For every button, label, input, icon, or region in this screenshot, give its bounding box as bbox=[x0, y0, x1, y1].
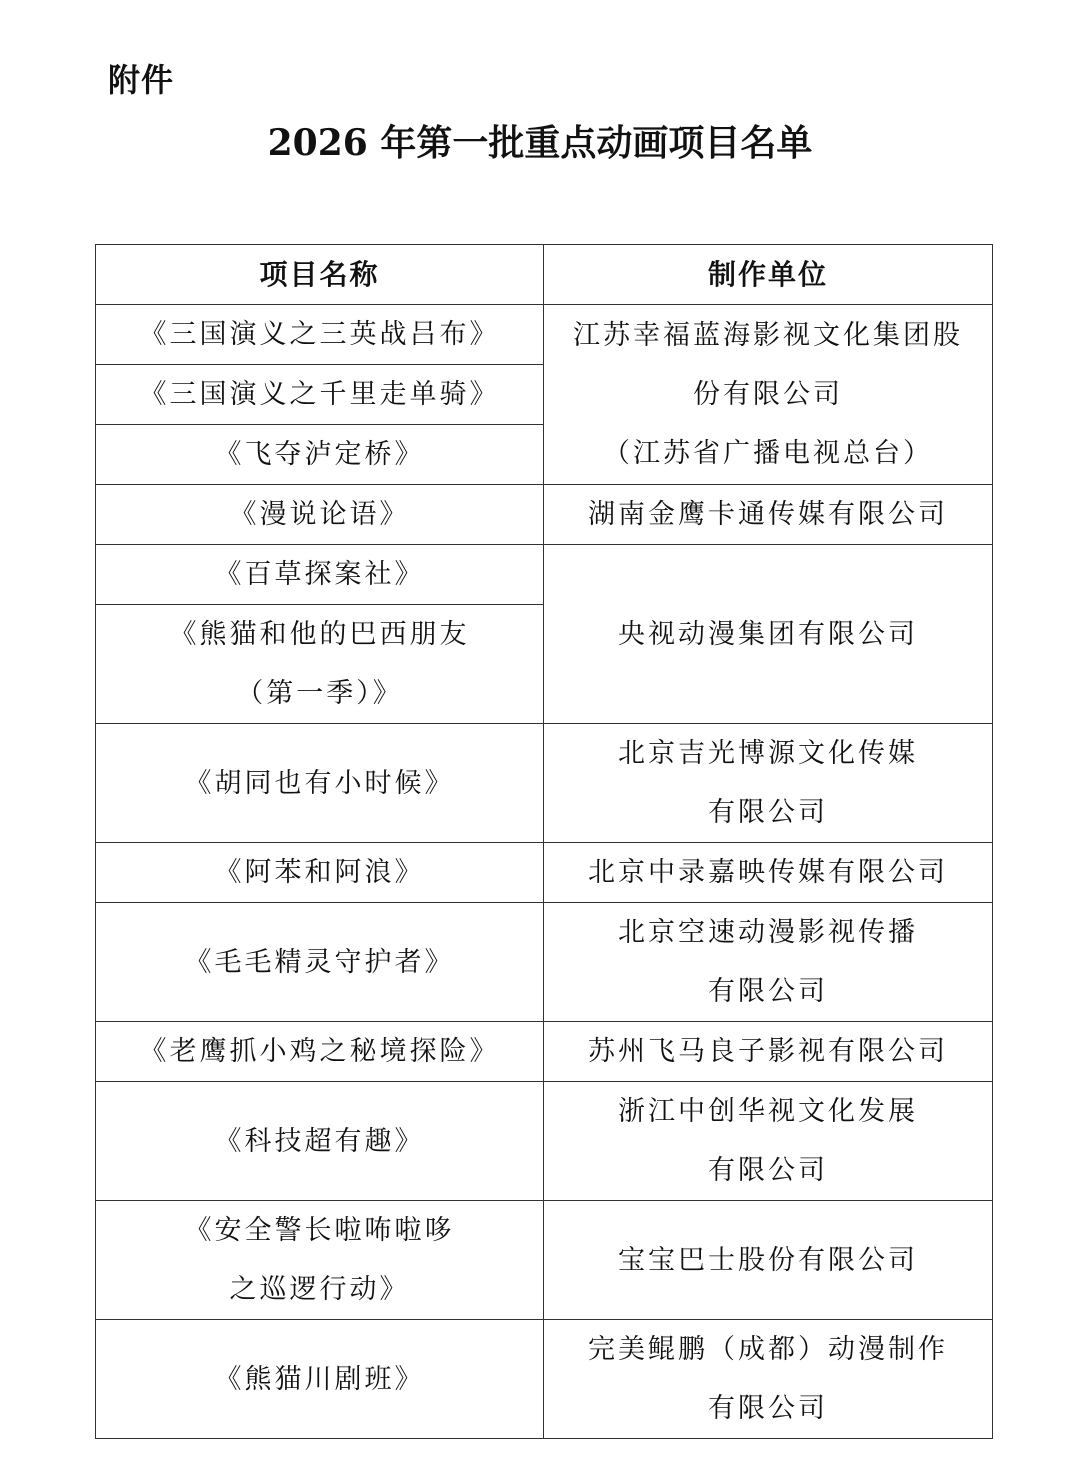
project-name-cell: 《熊猫和他的巴西朋友 （第一季）》 bbox=[96, 605, 544, 724]
table-row bbox=[96, 305, 993, 365]
producer-cell: 湖南金鹰卡通传媒有限公司 bbox=[544, 485, 993, 545]
table-row bbox=[96, 1201, 993, 1320]
producer-cell: 完美鲲鹏（成都）动漫制作 有限公司 bbox=[544, 1320, 993, 1439]
table-row bbox=[96, 485, 993, 545]
document-title: 2026 年第一批重点动画项目名单 bbox=[267, 122, 813, 164]
table-row bbox=[96, 1022, 993, 1082]
project-name-cell: 《胡同也有小时候》 bbox=[96, 724, 544, 843]
producer-cell: 央视动漫集团有限公司 bbox=[544, 545, 993, 724]
table-row bbox=[96, 903, 993, 1022]
table-row bbox=[96, 545, 993, 605]
project-name-cell: 《熊猫川剧班》 bbox=[96, 1320, 544, 1439]
producer-cell: 苏州飞马良子影视有限公司 bbox=[544, 1022, 993, 1082]
table-row bbox=[96, 843, 993, 903]
project-name-cell: 《毛毛精灵守护者》 bbox=[96, 903, 544, 1022]
header-project-name: 项目名称 bbox=[96, 245, 544, 305]
producer-cell: 北京中录嘉映传媒有限公司 bbox=[544, 843, 993, 903]
project-name-cell: 《阿苯和阿浪》 bbox=[96, 843, 544, 903]
table-row bbox=[96, 1082, 993, 1201]
project-name-cell: 《科技超有趣》 bbox=[96, 1082, 544, 1201]
project-list-table bbox=[95, 244, 993, 1439]
project-name-cell: 《三国演义之三英战吕布》 bbox=[96, 305, 544, 365]
producer-cell: 浙江中创华视文化发展 有限公司 bbox=[544, 1082, 993, 1201]
producer-cell: 北京吉光博源文化传媒 有限公司 bbox=[544, 724, 993, 843]
project-name-cell: 《老鹰抓小鸡之秘境探险》 bbox=[96, 1022, 544, 1082]
project-name-cell: 《三国演义之千里走单骑》 bbox=[96, 365, 544, 425]
table-row bbox=[96, 724, 993, 843]
attachment-label: 附件 bbox=[108, 61, 175, 99]
header-producer: 制作单位 bbox=[544, 245, 993, 305]
project-name-cell: 《安全警长啦咘啦哆 之巡逻行动》 bbox=[96, 1201, 544, 1320]
table-header-row bbox=[96, 245, 993, 305]
project-name-cell: 《百草探案社》 bbox=[96, 545, 544, 605]
producer-cell: 江苏幸福蓝海影视文化集团股 份有限公司 （江苏省广播电视总台） bbox=[544, 305, 993, 485]
producer-cell: 宝宝巴士股份有限公司 bbox=[544, 1201, 993, 1320]
project-name-cell: 《漫说论语》 bbox=[96, 485, 544, 545]
producer-cell: 北京空速动漫影视传播 有限公司 bbox=[544, 903, 993, 1022]
project-name-cell: 《飞夺泸定桥》 bbox=[96, 425, 544, 485]
table-row bbox=[96, 1320, 993, 1439]
